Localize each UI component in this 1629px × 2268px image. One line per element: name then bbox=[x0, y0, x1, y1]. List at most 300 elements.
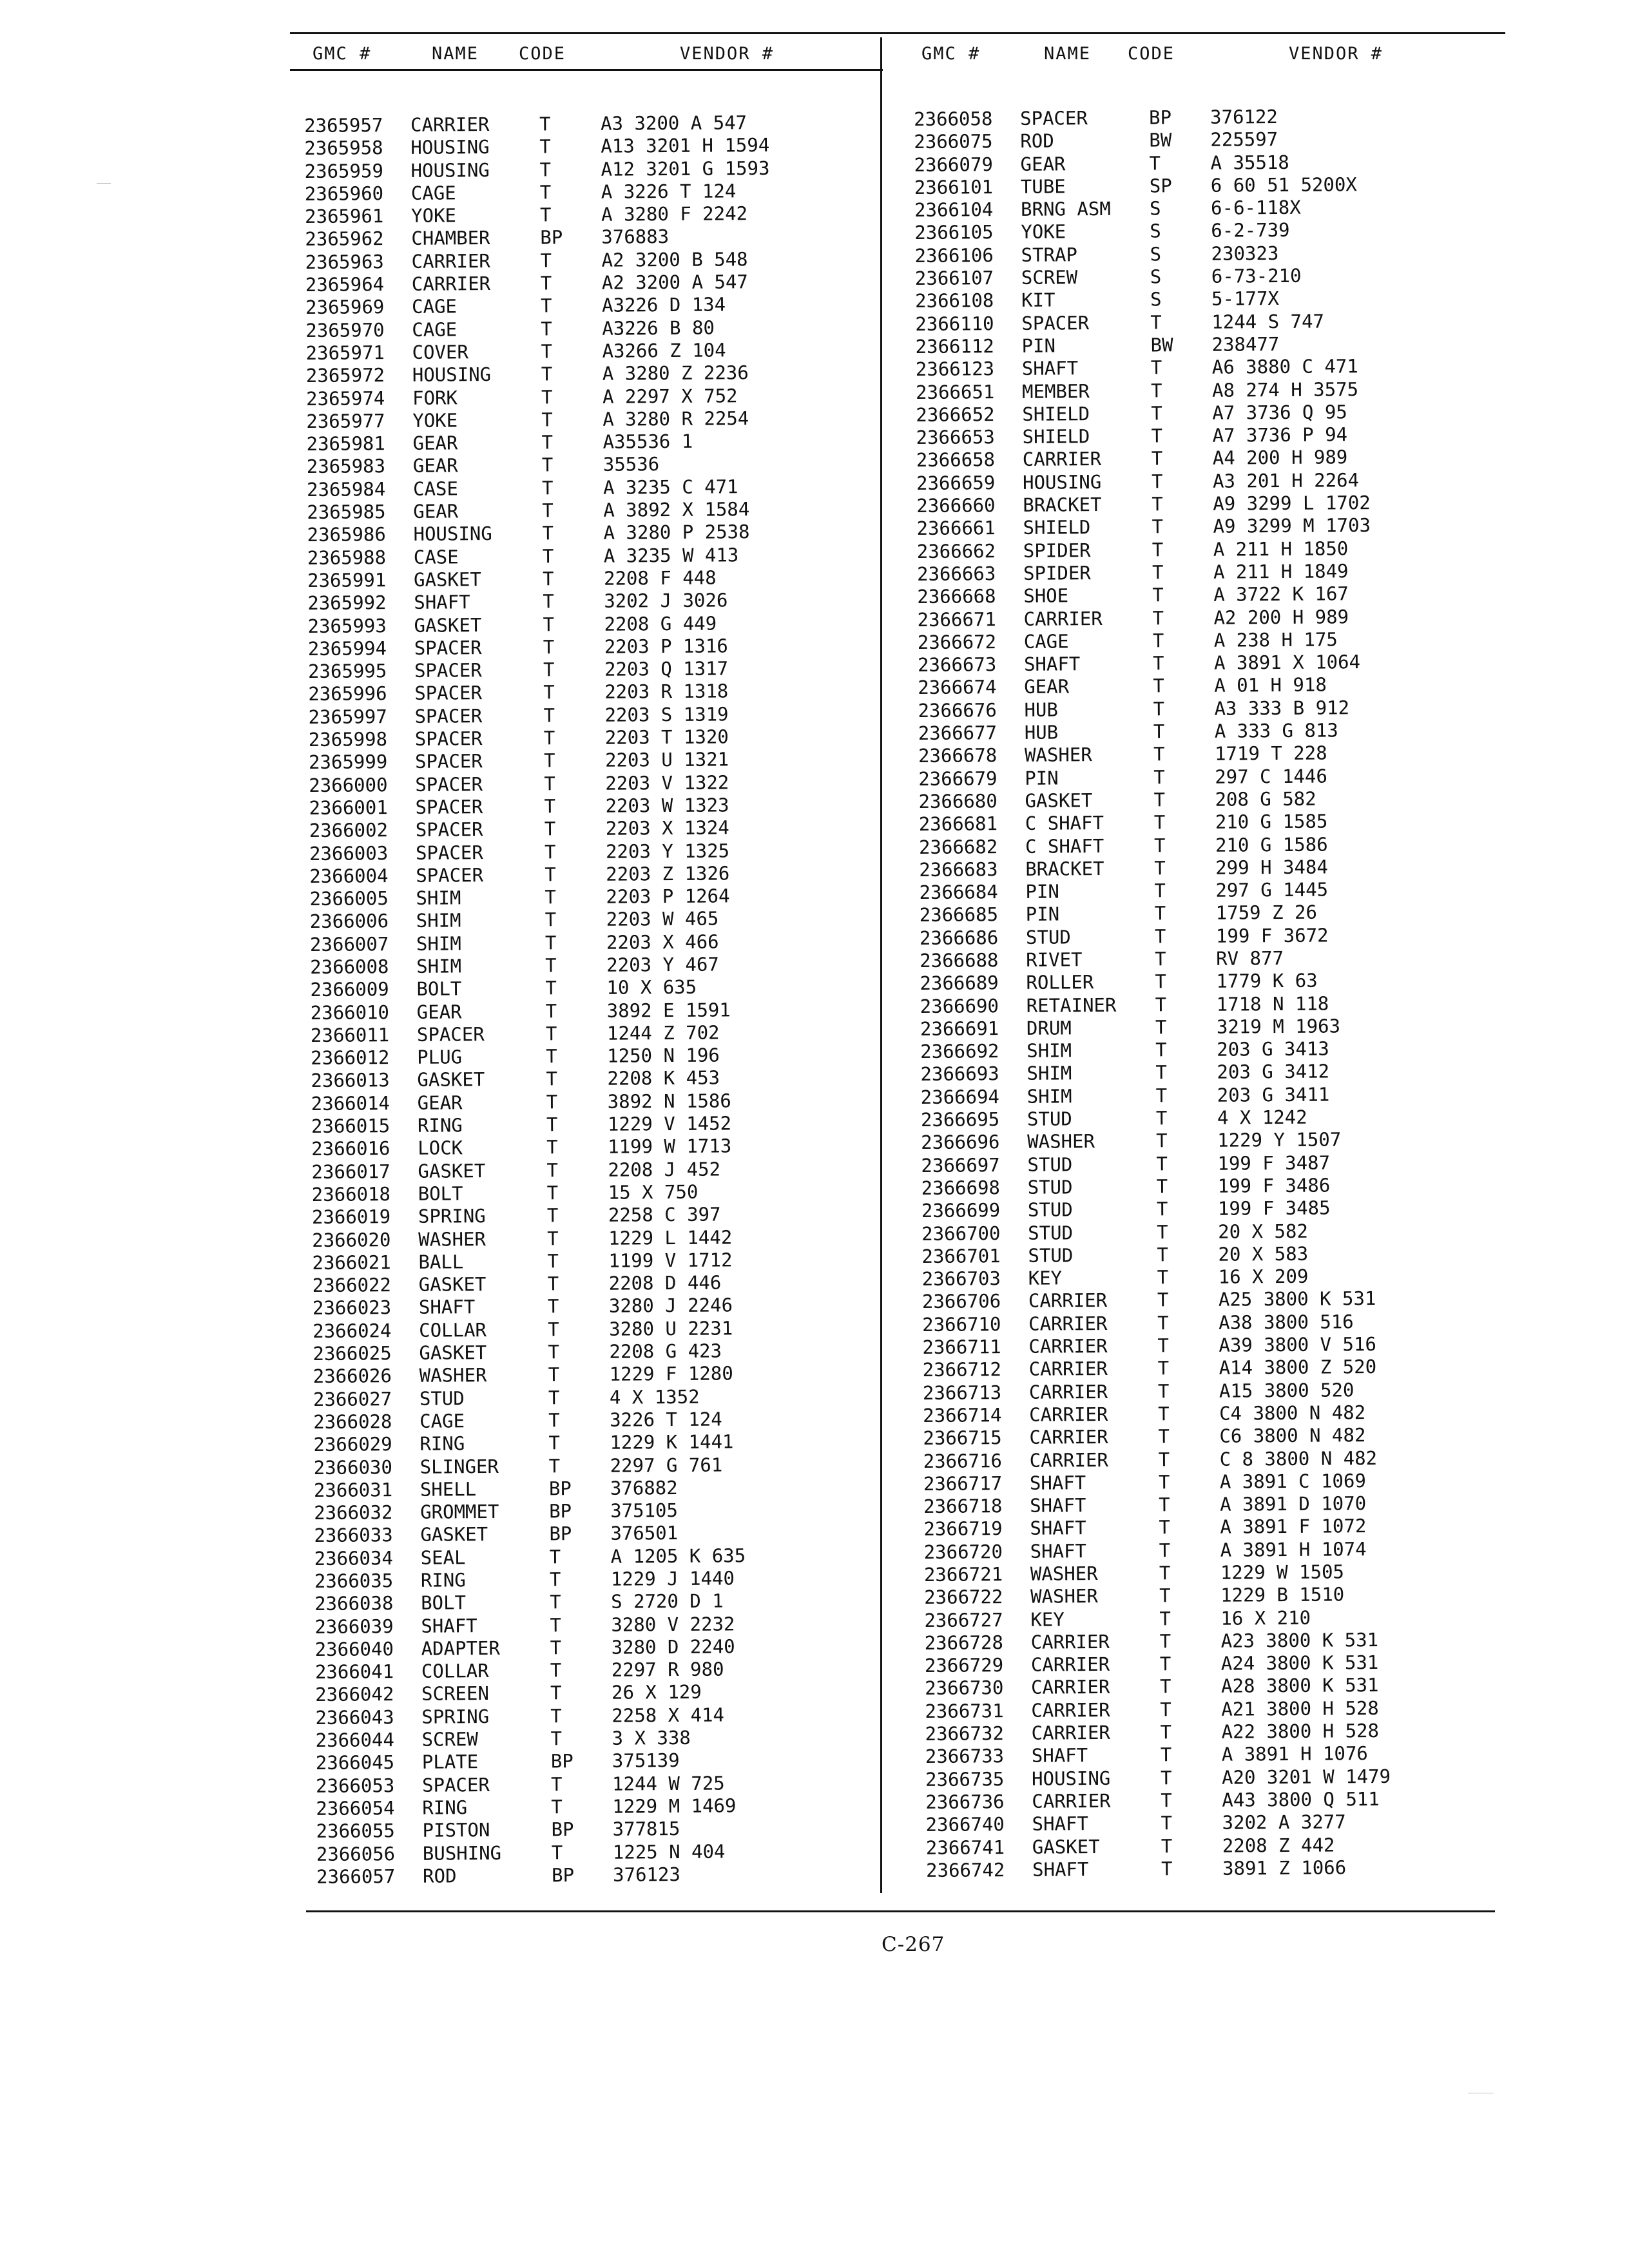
part-name: SHAFT bbox=[1023, 653, 1081, 675]
name-code: T bbox=[546, 1113, 558, 1136]
part-name: CARRIER bbox=[1028, 1334, 1108, 1358]
vendor-number: A4 200 H 989 bbox=[1212, 446, 1348, 470]
name-code: T bbox=[541, 477, 554, 499]
vendor-number: A21 3800 H 528 bbox=[1221, 1696, 1379, 1720]
part-name: RETAINER bbox=[1026, 994, 1117, 1017]
part-name: CAGE bbox=[410, 182, 456, 204]
vendor-number: 1759 Z 26 bbox=[1215, 901, 1317, 925]
part-name: SPACER bbox=[416, 1023, 485, 1046]
part-name: CARRIER bbox=[1028, 1358, 1108, 1381]
gmc-number: 2366105 bbox=[914, 221, 994, 244]
part-name: SHAFT bbox=[1032, 1812, 1089, 1836]
name-code: T bbox=[546, 1204, 559, 1227]
vendor-number: 1229 W 1505 bbox=[1220, 1561, 1345, 1584]
gmc-number: 2365974 bbox=[305, 387, 385, 410]
part-name: CARRIER bbox=[1028, 1312, 1108, 1335]
part-name: SEAL bbox=[420, 1546, 466, 1569]
part-name: PLATE bbox=[421, 1751, 479, 1774]
name-code: T bbox=[1150, 356, 1162, 379]
part-name: CARRIER bbox=[1023, 607, 1103, 630]
gmc-number: 2366674 bbox=[918, 676, 997, 699]
vendor-number: A2 3200 B 548 bbox=[601, 247, 748, 271]
part-name: BOLT bbox=[421, 1591, 467, 1615]
name-code: T bbox=[1159, 1516, 1170, 1539]
right-column-header bbox=[921, 44, 1501, 70]
name-code: T bbox=[1161, 1834, 1173, 1857]
name-code: BP bbox=[549, 1500, 572, 1523]
gmc-number: 2366018 bbox=[311, 1183, 391, 1206]
gmc-number: 2366028 bbox=[313, 1410, 392, 1433]
name-code: T bbox=[550, 1727, 563, 1750]
vendor-number: A 3280 Z 2236 bbox=[602, 361, 749, 385]
vendor-number: 2208 F 448 bbox=[603, 566, 717, 590]
name-code: T bbox=[548, 1318, 559, 1341]
part-name: RING bbox=[419, 1432, 465, 1456]
page-number: C-267 bbox=[882, 1933, 945, 1956]
gmc-number: 2366742 bbox=[925, 1858, 1005, 1881]
name-code: T bbox=[539, 158, 552, 181]
vendor-number: A12 3201 G 1593 bbox=[601, 157, 770, 180]
part-name: GASKET bbox=[418, 1159, 486, 1182]
name-code: T bbox=[550, 1637, 562, 1659]
gmc-number: 2366112 bbox=[915, 335, 994, 358]
part-name: YOKE bbox=[1021, 220, 1066, 244]
gmc-number: 2365991 bbox=[307, 569, 387, 591]
name-code: T bbox=[1159, 1494, 1170, 1516]
part-name: LOCK bbox=[418, 1137, 463, 1160]
gmc-number: 2366011 bbox=[310, 1023, 390, 1046]
part-name: GASKET bbox=[414, 613, 482, 637]
gmc-number: 2366005 bbox=[309, 887, 389, 910]
gmc-number: 2366711 bbox=[922, 1336, 1001, 1358]
name-code: T bbox=[1154, 857, 1166, 879]
name-code: T bbox=[1160, 1766, 1172, 1789]
vendor-number: 2208 J 452 bbox=[608, 1158, 721, 1181]
gmc-number: 2366016 bbox=[311, 1137, 390, 1160]
vendor-number: 2208 K 453 bbox=[607, 1067, 720, 1090]
part-name: GASKET bbox=[419, 1341, 487, 1364]
name-code: T bbox=[1153, 834, 1166, 856]
name-code: T bbox=[539, 113, 551, 135]
gmc-number: 2366701 bbox=[921, 1244, 1001, 1267]
part-name: CARRIER bbox=[1032, 1789, 1111, 1812]
part-name: YOKE bbox=[410, 204, 457, 227]
gmc-number: 2366731 bbox=[925, 1699, 1004, 1722]
part-name: CASE bbox=[413, 545, 459, 568]
name-code: T bbox=[1153, 698, 1165, 720]
vendor-number: 6 60 51 5200X bbox=[1210, 173, 1357, 197]
vendor-number: A25 3800 K 531 bbox=[1218, 1287, 1376, 1311]
name-code: T bbox=[1159, 1539, 1171, 1562]
name-code: T bbox=[543, 727, 555, 749]
gmc-number: 2366026 bbox=[313, 1365, 392, 1388]
part-name: WASHER bbox=[1024, 744, 1092, 767]
part-name: SHAFT bbox=[1032, 1858, 1089, 1881]
gmc-number: 2365996 bbox=[308, 682, 387, 706]
part-name: CARRIER bbox=[1022, 448, 1102, 471]
vendor-number: 2203 W 1323 bbox=[605, 794, 729, 817]
part-name: SHAFT bbox=[418, 1296, 476, 1319]
vendor-number: 375139 bbox=[612, 1749, 680, 1773]
part-name: HUB bbox=[1024, 721, 1059, 744]
part-name: SPACER bbox=[414, 636, 482, 659]
gmc-number: 2366023 bbox=[312, 1296, 392, 1320]
name-code: T bbox=[547, 1273, 559, 1295]
vendor-number: 20 X 582 bbox=[1218, 1220, 1308, 1243]
name-code: T bbox=[547, 1295, 559, 1318]
vendor-number: 3202 A 3277 bbox=[1222, 1811, 1346, 1834]
footer-rule bbox=[306, 1910, 1495, 1912]
vendor-number: A 3280 F 2242 bbox=[601, 202, 748, 226]
gmc-number: 2366022 bbox=[312, 1274, 392, 1297]
part-name: WASHER bbox=[1030, 1585, 1099, 1608]
name-code: T bbox=[1150, 311, 1162, 334]
gmc-number: 2366698 bbox=[921, 1177, 1001, 1199]
name-code: T bbox=[1159, 1675, 1171, 1698]
part-name: WASHER bbox=[1030, 1562, 1098, 1585]
name-code: T bbox=[1155, 1084, 1168, 1107]
name-code: T bbox=[1154, 879, 1166, 902]
name-code: T bbox=[1153, 720, 1165, 743]
vendor-number: 2297 R 980 bbox=[611, 1658, 724, 1681]
vendor-number: 2203 T 1320 bbox=[604, 726, 729, 749]
gmc-number: 2366691 bbox=[920, 1017, 999, 1040]
gmc-number: 2366010 bbox=[310, 1001, 390, 1024]
part-name: CARRIER bbox=[1029, 1426, 1108, 1449]
part-name: SHAFT bbox=[421, 1614, 477, 1637]
name-code: S bbox=[1150, 220, 1161, 242]
part-name: CARRIER bbox=[1030, 1653, 1110, 1676]
name-code: T bbox=[1153, 811, 1166, 834]
gmc-number: 2366683 bbox=[919, 858, 998, 881]
vendor-number: A 3891 C 1069 bbox=[1219, 1469, 1366, 1493]
name-code: T bbox=[1153, 675, 1164, 697]
gmc-number: 2366740 bbox=[925, 1813, 1005, 1836]
gmc-number: 2365985 bbox=[307, 501, 386, 524]
vendor-number: 3280 D 2240 bbox=[611, 1635, 735, 1658]
part-name: WASHER bbox=[418, 1227, 487, 1251]
name-code: BP bbox=[549, 1523, 572, 1545]
part-name: STUD bbox=[1028, 1221, 1074, 1244]
gmc-number: 2366659 bbox=[916, 471, 996, 494]
gmc-number: 2366703 bbox=[921, 1267, 1001, 1291]
vendor-number: A35536 1 bbox=[602, 430, 693, 453]
gmc-number: 2366025 bbox=[313, 1342, 392, 1365]
name-code: T bbox=[547, 1227, 559, 1249]
name-code: T bbox=[544, 840, 556, 863]
gmc-number: 2366024 bbox=[313, 1319, 392, 1342]
gmc-number: 2366056 bbox=[316, 1842, 396, 1865]
gmc-number: 2366730 bbox=[925, 1677, 1004, 1700]
gmc-number: 2366031 bbox=[313, 1478, 393, 1501]
name-code: T bbox=[550, 1591, 561, 1613]
part-name: HUB bbox=[1024, 698, 1059, 721]
vendor-number: 2203 Q 1317 bbox=[604, 657, 729, 680]
name-code: T bbox=[543, 658, 555, 681]
table-row bbox=[316, 1862, 896, 1889]
gmc-number: 2366696 bbox=[921, 1131, 1000, 1154]
vendor-number: 1229 F 1280 bbox=[609, 1362, 733, 1386]
header-vendor: VENDOR # bbox=[1289, 44, 1383, 64]
vendor-number: A3 201 H 2264 bbox=[1212, 468, 1360, 492]
name-code: T bbox=[1151, 447, 1163, 470]
gmc-number: 2366041 bbox=[314, 1660, 394, 1684]
part-name: COLLAR bbox=[421, 1660, 489, 1682]
gmc-number: 2365993 bbox=[307, 614, 387, 637]
gmc-number: 2366718 bbox=[923, 1495, 1003, 1518]
vendor-number: 297 C 1446 bbox=[1215, 765, 1327, 788]
name-code: T bbox=[543, 749, 555, 772]
part-name: SCREW bbox=[1021, 266, 1078, 289]
vendor-number: A7 3736 Q 95 bbox=[1212, 401, 1347, 424]
part-name: ROD bbox=[1020, 130, 1054, 153]
gmc-number: 2365994 bbox=[307, 637, 387, 660]
gmc-number: 2366039 bbox=[314, 1615, 394, 1638]
name-code: T bbox=[548, 1341, 560, 1363]
gmc-number: 2365963 bbox=[305, 250, 384, 273]
name-code: T bbox=[546, 1158, 559, 1182]
name-code: T bbox=[1161, 1812, 1173, 1834]
part-name: SHIELD bbox=[1022, 402, 1090, 425]
gmc-number: 2366079 bbox=[914, 153, 993, 176]
gmc-number: 2365988 bbox=[307, 546, 387, 569]
part-name: SPRING bbox=[418, 1205, 486, 1228]
gmc-number: 2366697 bbox=[921, 1153, 1000, 1177]
name-code: T bbox=[1154, 925, 1166, 948]
part-name: ADAPTER bbox=[421, 1637, 500, 1660]
vendor-number: 3280 J 2246 bbox=[608, 1294, 733, 1318]
gmc-number: 2366004 bbox=[309, 864, 389, 887]
gmc-number: 2366710 bbox=[922, 1312, 1001, 1336]
vendor-number: 376883 bbox=[601, 226, 670, 249]
vendor-number: A3 333 B 912 bbox=[1214, 697, 1350, 720]
vendor-number: 2208 G 449 bbox=[604, 612, 717, 635]
vendor-number: 2203 S 1319 bbox=[604, 703, 729, 726]
vendor-number: 6-6-118X bbox=[1210, 196, 1301, 219]
vendor-number: A9 3299 M 1703 bbox=[1213, 514, 1371, 538]
name-code: T bbox=[1157, 1266, 1169, 1289]
name-code: T bbox=[1151, 402, 1162, 425]
left-column-header bbox=[313, 44, 892, 70]
part-name: HOUSING bbox=[413, 523, 492, 546]
name-code: S bbox=[1149, 197, 1161, 220]
gmc-number: 2365959 bbox=[304, 159, 383, 182]
gmc-number: 2365961 bbox=[304, 205, 384, 228]
part-name: PIN bbox=[1025, 767, 1059, 789]
gmc-number: 2366652 bbox=[916, 403, 995, 426]
vendor-number: 15 X 750 bbox=[608, 1180, 699, 1204]
gmc-number: 2366693 bbox=[920, 1062, 999, 1086]
name-code: T bbox=[541, 454, 554, 476]
gmc-number: 2365997 bbox=[308, 705, 387, 728]
name-code: T bbox=[1155, 1107, 1168, 1129]
name-code: T bbox=[1150, 379, 1162, 402]
part-name: YOKE bbox=[412, 409, 458, 432]
name-code: T bbox=[547, 1250, 559, 1273]
gmc-number: 2366690 bbox=[920, 994, 999, 1017]
name-code: T bbox=[545, 908, 557, 931]
name-code: T bbox=[551, 1796, 563, 1818]
name-code: T bbox=[1152, 561, 1164, 584]
part-name: SHIELD bbox=[1022, 425, 1090, 448]
vendor-number: 2203 Y 1325 bbox=[605, 839, 730, 863]
part-name: CHAMBER bbox=[411, 227, 490, 250]
part-name: SHIM bbox=[416, 932, 461, 955]
vendor-number: 3226 T 124 bbox=[610, 1408, 722, 1431]
part-name: STUD bbox=[419, 1387, 465, 1410]
vendor-number: 225597 bbox=[1210, 128, 1278, 151]
vendor-number: 3892 N 1586 bbox=[607, 1090, 731, 1113]
part-name: GASKET bbox=[1025, 789, 1093, 812]
vendor-number: 1199 V 1712 bbox=[608, 1249, 733, 1272]
part-name: MEMBER bbox=[1021, 380, 1090, 403]
vendor-number: A3 3200 A 547 bbox=[600, 111, 747, 135]
gmc-number: 2366104 bbox=[914, 198, 994, 222]
name-code: T bbox=[539, 135, 551, 158]
header-name: NAME bbox=[432, 44, 479, 64]
gmc-number: 2365960 bbox=[304, 182, 384, 205]
name-code: T bbox=[1153, 743, 1165, 765]
gmc-number: 2366676 bbox=[918, 698, 997, 722]
gmc-number: 2366107 bbox=[914, 267, 994, 290]
gmc-number: 2366662 bbox=[916, 539, 996, 562]
name-code: T bbox=[549, 1568, 561, 1591]
vendor-number: A9 3299 L 1702 bbox=[1213, 492, 1371, 515]
vendor-number: 2203 P 1264 bbox=[606, 885, 730, 908]
gmc-number: 2365986 bbox=[307, 523, 386, 546]
vendor-number: A2 200 H 989 bbox=[1213, 605, 1349, 629]
part-name: SHIM bbox=[416, 955, 462, 977]
part-name: SPACER bbox=[416, 863, 484, 887]
vendor-number: A 3891 H 1074 bbox=[1220, 1537, 1367, 1561]
vendor-number: 376882 bbox=[610, 1476, 678, 1499]
name-code: T bbox=[1152, 515, 1164, 538]
vendor-number: 16 X 210 bbox=[1220, 1606, 1311, 1629]
gmc-number: 2366043 bbox=[315, 1706, 394, 1729]
part-name: CASE bbox=[412, 477, 459, 500]
part-name: SHAFT bbox=[1030, 1539, 1087, 1562]
name-code: BP bbox=[551, 1818, 574, 1841]
part-name: SPACER bbox=[414, 704, 483, 727]
vendor-number: 203 G 3412 bbox=[1217, 1061, 1330, 1084]
gmc-number: 2366055 bbox=[316, 1820, 395, 1843]
vendor-number: A 01 H 918 bbox=[1214, 673, 1327, 697]
scan-mark bbox=[97, 183, 111, 184]
vendor-number: A2 3200 A 547 bbox=[601, 271, 748, 294]
part-name: CARRIER bbox=[411, 273, 491, 295]
gmc-number: 2366653 bbox=[916, 426, 995, 449]
gmc-number: 2366008 bbox=[310, 956, 389, 978]
gmc-number: 2366663 bbox=[916, 562, 996, 585]
vendor-number: 2203 Y 467 bbox=[606, 953, 719, 976]
gmc-number: 2366727 bbox=[924, 1608, 1003, 1631]
part-name: CAGE bbox=[1023, 630, 1069, 653]
part-name: HOUSING bbox=[410, 136, 490, 159]
name-code: T bbox=[1152, 629, 1164, 652]
vendor-number: 1229 B 1510 bbox=[1220, 1583, 1345, 1607]
part-name: SCREW bbox=[421, 1728, 479, 1751]
vendor-number: A 211 H 1849 bbox=[1213, 560, 1349, 583]
part-name: STUD bbox=[1027, 1176, 1073, 1198]
vendor-number: 6-2-739 bbox=[1211, 219, 1290, 242]
gmc-number: 2366009 bbox=[310, 978, 389, 1001]
vendor-number: 1229 K 1441 bbox=[610, 1430, 734, 1454]
part-name: KIT bbox=[1021, 289, 1055, 312]
name-code: T bbox=[1153, 765, 1165, 789]
name-code: T bbox=[548, 1432, 560, 1454]
gmc-number: 2365969 bbox=[305, 296, 385, 319]
name-code: T bbox=[1152, 538, 1164, 561]
gmc-number: 2366682 bbox=[918, 835, 998, 858]
vendor-number: C6 3800 N 482 bbox=[1219, 1424, 1366, 1447]
name-code: T bbox=[550, 1773, 563, 1796]
gmc-number: 2366706 bbox=[921, 1290, 1001, 1313]
name-code: T bbox=[1155, 970, 1167, 993]
part-name: SPRING bbox=[421, 1705, 490, 1728]
vendor-number: A 3280 R 2254 bbox=[602, 407, 749, 430]
vendor-number: A3226 D 134 bbox=[601, 293, 726, 317]
vendor-number: 1244 Z 702 bbox=[606, 1021, 720, 1044]
name-code: T bbox=[544, 795, 556, 818]
vendor-number: 2258 C 397 bbox=[608, 1203, 721, 1226]
part-name: PLUG bbox=[417, 1046, 463, 1068]
gmc-number: 2366712 bbox=[922, 1358, 1002, 1381]
vendor-number: 1719 T 228 bbox=[1214, 742, 1327, 765]
vendor-number: 1229 J 1440 bbox=[610, 1567, 735, 1590]
gmc-number: 2366040 bbox=[314, 1637, 394, 1660]
vendor-number: 376501 bbox=[610, 1522, 679, 1545]
name-code: T bbox=[542, 568, 554, 590]
name-code: T bbox=[545, 954, 557, 977]
name-code: T bbox=[544, 772, 555, 795]
name-code: T bbox=[550, 1705, 562, 1727]
part-name: GEAR bbox=[413, 500, 459, 523]
part-name: HOUSING bbox=[1022, 470, 1102, 494]
name-code: T bbox=[540, 272, 552, 294]
gmc-number: 2366108 bbox=[914, 289, 994, 312]
gmc-number: 2366717 bbox=[923, 1472, 1003, 1495]
table-row bbox=[926, 1856, 1506, 1883]
gmc-number: 2366054 bbox=[316, 1797, 395, 1820]
vendor-number: A14 3800 Z 520 bbox=[1219, 1356, 1377, 1379]
name-code: T bbox=[1161, 1858, 1173, 1880]
part-name: SCREEN bbox=[421, 1682, 489, 1706]
vendor-number: A24 3800 K 531 bbox=[1220, 1651, 1379, 1675]
name-code: T bbox=[545, 931, 557, 954]
gmc-number: 2366728 bbox=[924, 1631, 1003, 1654]
vendor-number: 1199 W 1713 bbox=[608, 1135, 732, 1158]
vendor-number: A6 3880 C 471 bbox=[1211, 355, 1358, 379]
part-name: CARRIER bbox=[1029, 1448, 1108, 1472]
gmc-number: 2366694 bbox=[920, 1085, 1000, 1108]
name-code: SP bbox=[1149, 175, 1172, 197]
gmc-number: 2366741 bbox=[925, 1836, 1005, 1859]
name-code: T bbox=[543, 590, 554, 613]
vendor-number: 2203 X 1324 bbox=[605, 816, 729, 840]
name-code: T bbox=[1152, 652, 1164, 675]
name-code: T bbox=[1157, 1244, 1169, 1266]
name-code: T bbox=[548, 1386, 560, 1409]
gmc-number: 2366058 bbox=[914, 108, 993, 130]
part-name: KEY bbox=[1028, 1267, 1063, 1289]
name-code: BP bbox=[548, 1477, 572, 1500]
name-code: T bbox=[546, 1068, 558, 1090]
gmc-number: 2366736 bbox=[925, 1791, 1005, 1813]
vendor-number: 376122 bbox=[1210, 106, 1278, 128]
part-name: GEAR bbox=[417, 1091, 463, 1114]
vendor-number: C 8 3800 N 482 bbox=[1219, 1446, 1378, 1470]
name-code: T bbox=[542, 499, 554, 522]
